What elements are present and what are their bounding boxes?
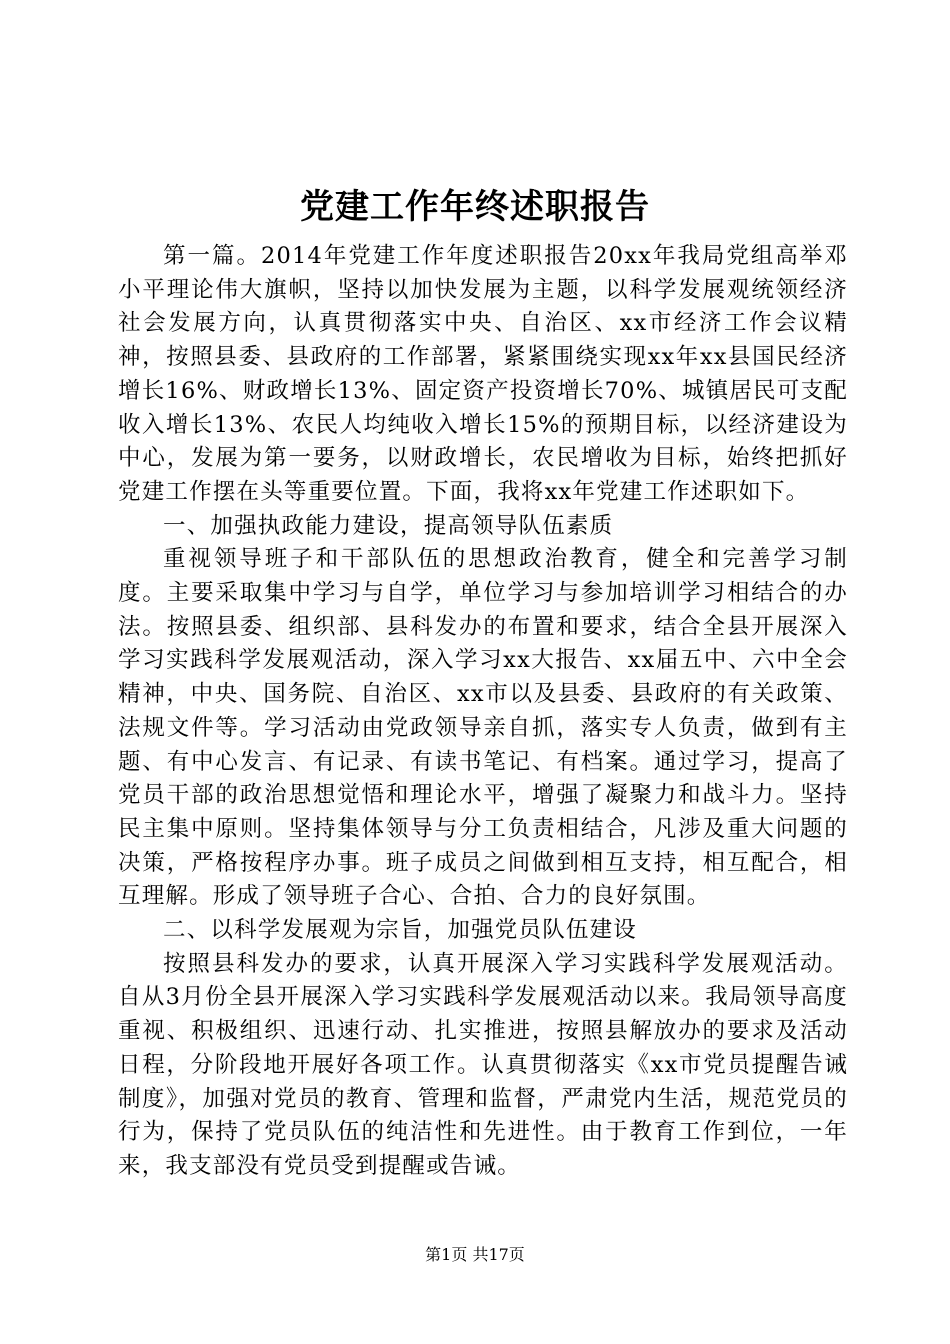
paragraph-section-1: 重视领导班子和干部队伍的思想政治教育，健全和完善学习制度。主要采取集中学习与自学，单位学习与参加培训学习相结合的办法。按照县委、组织部、县科发办的布置和要求，结合全县开展深入学习实践科学发展观活动，深入学习xx大报告、xx届五中、六中全会精神，中央、国务院、自治区、xx市以及县委、县政府的有关政策、法规文件等。学习活动由党政领导亲自抓，落实专人负责，做到有主题、有中心发言、有记录、有读书笔记、有档案。通过学习，提高了党员干部的政治思想觉悟和理论水平，增强了凝聚力和战斗力。坚持民主集中原则。坚持集体领导与分工负责相结合，凡涉及重大问题的决策，严格按程序办事。班子成员之间做到相互支持，相互配合，相互理解。形成了领导班子合心、合拍、合力的良好氛围。 xyxy=(118,546,848,910)
page-number-footer: 第1页 共17页 xyxy=(425,1245,525,1264)
document-body xyxy=(118,240,848,1184)
section-heading-1: 一、加强执政能力建设，提高领导队伍素质 xyxy=(163,512,614,539)
section-heading-2: 二、以科学发展观为宗旨，加强党员队伍建设 xyxy=(163,917,638,944)
paragraph-intro: 第一篇。2014年党建工作年度述职报告20xx年我局党组高举邓小平理论伟大旗帜，坚持以加快发展为主题，以科学发展观统领经济社会发展方向，认真贯彻落实中央、自治区、xx市经济工作会议精神，按照县委、县政府的工作部署，紧紧围绕实现xx年xx县国民经济增长16%、财政增长13%、固定资产投资增长70%、城镇居民可支配收入增长13%、农民人均纯收入增长15%的预期目标，以经济建设为中心，发展为第一要务，以财政增长，农民增收为目标，始终把抓好党建工作摆在头等重要位置。下面，我将xx年党建工作述职如下。 xyxy=(118,243,848,505)
page-title: 党建工作年终述职报告 xyxy=(300,187,650,227)
paragraph-section-2: 按照县科发办的要求，认真开展深入学习实践科学发展观活动。自从3月份全县开展深入学习实践科学发展观活动以来。我局领导高度重视、积极组织、迅速行动、扎实推进，按照县解放办的要求及活动日程，分阶段地开展好各项工作。认真贯彻落实《xx市党员提醒告诫制度》，加强对党员的教育、管理和监督，严肃党内生活，规范党员的行为，保持了党员队伍的纯洁性和先进性。由于教育工作到位，一年来，我支部没有党员受到提醒或告诫。 xyxy=(118,950,848,1179)
